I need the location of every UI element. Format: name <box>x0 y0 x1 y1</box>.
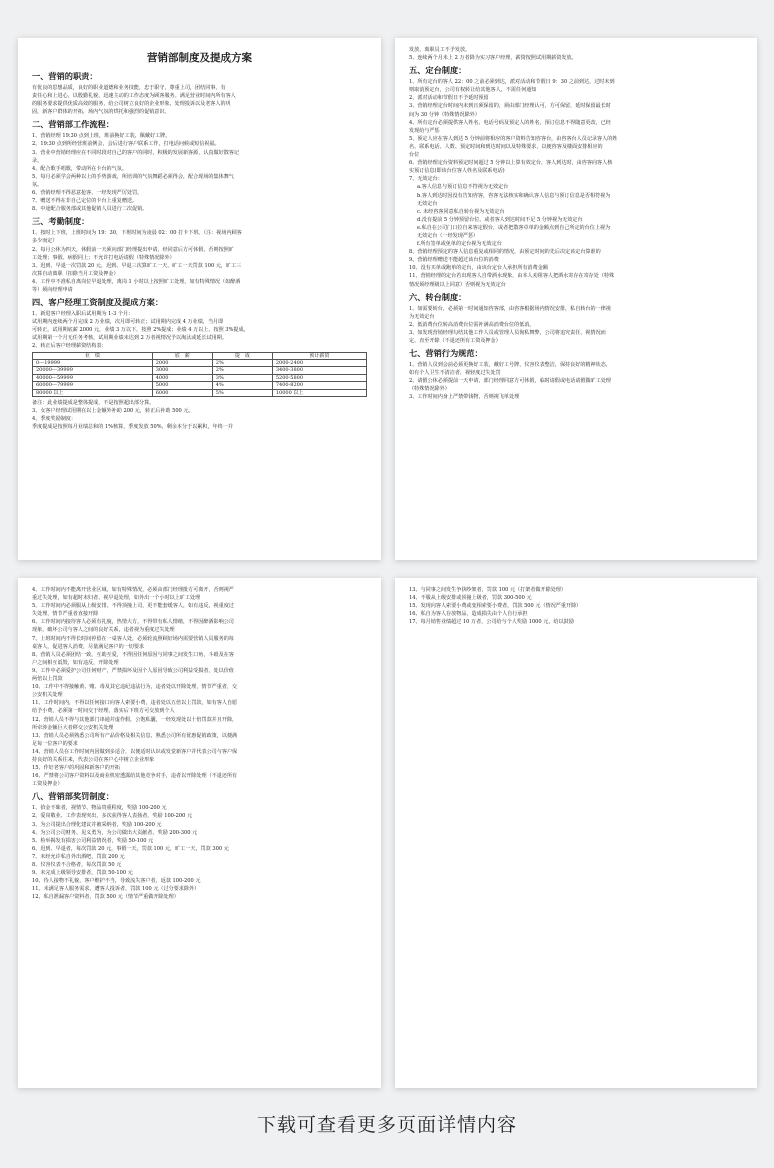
table-header-cell: 底 薪 <box>152 352 212 359</box>
page-4-content <box>409 586 743 626</box>
text-line: 13、营销人员必须熟悉公司所有产品价格及相关信息，熟悉公司所有优惠促销政策，以便满 <box>32 732 238 739</box>
text-line: 情况须经理级以上同意）否则视为无效定台 <box>409 281 506 288</box>
table-cell: 3% <box>212 374 272 381</box>
text-line: 16、私自为客人存放物品，造成损失由个人自行承担 <box>409 611 528 618</box>
text-line: 季度提成是按照每月业绩总和的 1%核算，季度发放 50%，剩余本分于以累积，年终一并 <box>32 424 233 431</box>
text-line: 多少而定） <box>32 238 58 245</box>
text-line: 2、每月公休为四天，休假前一天须向部门经理提出申请，经同意后方可休假，否则按照旷 <box>32 246 234 253</box>
text-line: 8、仪容仪表不合格者，每次罚款 50 元 <box>32 862 122 868</box>
text-line: 4、工作时间内不能离开营业区域，如有特殊情况，必须由部门经理批方可离开，否则视严 <box>32 587 234 593</box>
text-line: 3、工作时间内身上严禁带钱物，否则视飞单处理 <box>409 394 520 401</box>
table-row <box>33 382 367 389</box>
table-header-cell: 业 绩 <box>33 352 153 359</box>
text-line: 足每一位客户的要求 <box>32 740 78 747</box>
table-cell: 4000 <box>152 374 212 381</box>
text-line: c. 未经咨客同意私自转台视为无效定台 <box>417 208 505 215</box>
text-line: 4、季度奖励制度： <box>32 416 76 423</box>
text-line: 12、营销人员不得与其他部门串通并虚作假，公饱私囊，一经发现处以十倍罚款并且开除， <box>32 716 238 723</box>
page-1-content-b <box>32 399 367 431</box>
text-line: 3、为公司提出合理化建议并被采纳者，奖励 100-200 元 <box>32 821 162 828</box>
text-line: 如有个人卫生不清洁者，视轻度过失处罚 <box>409 370 501 377</box>
document-page-2 <box>395 38 757 560</box>
text-line: 16、严禁将公司客户资料以及商业机密透露给其他竞争对手，违者以开除处理（不退还所有 <box>32 773 238 780</box>
table-row <box>33 389 367 396</box>
text-line: 15、发现向客人索要小费或变相索要小费者，罚款 500 元（情况严重开除） <box>409 603 582 610</box>
text-line: 5、检举揭发有损害公司利益情况者，奖励 50-100 元 <box>32 837 154 844</box>
table-body <box>33 359 367 396</box>
table-row <box>33 359 367 366</box>
text-line: 9、工作中必须爱护公司任何财产，严禁损坏及因个人原因导致公司利益受损者，处以价值 <box>32 667 234 674</box>
text-line: 8、营销人员必须团结一致，互助互爱，不得因任何原因与同事之间发生口角，斗殴及在客 <box>32 651 234 658</box>
table-cell: 2% <box>212 359 272 366</box>
text-line: 10、工作中不得接触黄、赌、毒及其它违纪违法行为，违者处以开除处理，情节严重者，交 <box>32 684 238 691</box>
table-row <box>33 374 367 381</box>
text-line: 有优良的思想品质，良好的职业道德和业务技能，忠于职守，尊重上司，团结同事，有 <box>32 85 226 91</box>
text-line: d.没有提前 5 分钟预留台位，或者客人到达时间不足 5 分钟视为无效定台 <box>417 216 583 223</box>
text-line: 桌客人，促进客人消费，尽量满足客户的一切要求 <box>32 643 145 650</box>
text-line: 3、迟到、早退一次罚款 20 元，迟到、早退三次算旷工一天，旷工一天罚款 100 元，旷工三 <box>32 262 242 269</box>
text-line: 的服务要求提供优质高效的服务，给公司树立良好的企业形象，处理投诉以及老客人的巩 <box>32 101 231 108</box>
table-header-cell: 预计薪资 <box>272 352 366 359</box>
section-heading: 一、营销的职责： <box>32 71 98 81</box>
section-heading: 三、考勤制度： <box>32 216 90 227</box>
text-line: 6、营销经理不得恶意抢客，一经发现严厉处罚。 <box>32 190 143 197</box>
text-line: 5、连续两个月未上 2 万者降为实习客户经理，薪资按照试用期薪资发放。 <box>409 55 577 62</box>
text-line: 10、待人接物不礼貌，客户维护不当，导致流失客户者，返款 100-200 元 <box>32 878 201 885</box>
table-cell: 80000 以上 <box>33 389 153 396</box>
text-line: 工处理；事假、病假同上；不允许打电话请假（特殊情况除外） <box>32 254 175 261</box>
text-line: 7、未经允许私自外出酒吧，罚款 200 元 <box>32 853 125 860</box>
text-line: 17、每月销售业绩超过 10 万者，公司给与个人奖励 1000 元，给以鼓励 <box>409 619 574 626</box>
text-line: 2、爱岗敬业、工作表现突出，多次获得客人表扬者，奖励 100-200 元 <box>32 813 193 820</box>
text-line: 工资及押金） <box>32 781 63 788</box>
text-line: 台位 <box>409 152 420 159</box>
text-line: 失处理，情节严重者直接开除 <box>32 611 99 618</box>
text-line: 14、营销人员在工作时间内因做到多适合，以便适时认识或发觉新客户并代表公司与客户保 <box>32 748 238 755</box>
table-cell: 5000 <box>152 382 212 389</box>
table-cell: 3400-3800 <box>272 367 366 374</box>
text-line: 间为 30 分钟（特殊情况除外） <box>409 111 480 118</box>
text-line: 1、营销经理 19:30 点到上班，班前换好工装、佩戴好工牌。 <box>32 133 171 140</box>
text-line: 所牵涉金额巨大者移交公安机关处理 <box>32 724 114 731</box>
text-line: 给予小费，必须第一时间交于经理，落实后下班方可交放到个人 <box>32 708 175 715</box>
salary-structure-table <box>32 352 367 397</box>
text-line: 为无效定台 <box>409 313 435 320</box>
text-line: e.私自在公司门口拉自来客定假台，或者把散客卓单的金额点到自己所定的台位上视为 <box>417 224 611 231</box>
text-line: 氛。 <box>32 181 43 188</box>
text-line: 4、配合歌手唱歌，带动所在卡台的气氛。 <box>32 165 127 172</box>
text-line: 9、营销经理赠送不能超过该台位的消费 <box>409 257 499 264</box>
text-line: 1、营销人员到会前必须更换好工装，戴好工号牌，仪容仪表整洁，保持良好的精神状态， <box>409 362 611 369</box>
text-line: 名、联系电话、人数、预定时间和到达时间以及特殊要求，以便咨客及楼面安排相应的 <box>409 143 603 150</box>
text-line: 可转正。试用期底薪 2000 元，业绩 3 万以下，按照 2%提成；业绩 4 万以上，按照 3%提成。 <box>32 327 249 334</box>
text-line: 固，新客户群体的开拓，场内气氛的烘托和强烈的促销意识。 <box>32 109 170 116</box>
table-cell: 10000 以上 <box>272 389 366 396</box>
text-line: 3、营销经理定台时间内未到且须保留的，须由部门经理认可，方可保留，延时保留最长时 <box>409 103 611 110</box>
text-line: 两倍以上罚款 <box>32 676 63 683</box>
text-line: 持良好的关系往来，代表公司在客户心中树立企业形象 <box>32 756 155 763</box>
text-line: 14、不服从上级安排或顶撞上级者，罚款 300-500 元 <box>409 595 532 602</box>
text-line: 6、迟到、早退者，每次罚款 20 元，事假一天，罚款 100 元，旷工一天，罚款 300 元 <box>32 845 229 852</box>
text-line: 2、19:30 点到所经营班前例会，会后进行客户联系工作，打电话问候或短信祝福。 <box>32 141 220 148</box>
table-cell: 7400-8200 <box>272 382 366 389</box>
text-line: 11、工作时间内，不得以任何接口向客人索要小费，违者处以五倍以上罚款，如有客人自愿 <box>32 700 238 707</box>
text-line: 7、上班时间内不得长时间停留在一桌客人处，必须轮流照顾好场内需要营销人员服务的每 <box>32 635 234 642</box>
text-line: 9、未完成上级领导安排者，罚款 50-100 元 <box>32 870 133 877</box>
text-line: 定，直至开除（不退还所有工资及押金） <box>409 338 501 344</box>
section-heading: 二、营销部工作流程： <box>32 119 114 130</box>
table-row <box>33 367 367 374</box>
table-cell: 40000---59999 <box>33 374 153 381</box>
text-line: f.所有签单或免单的定台视为无效定台 <box>417 241 502 248</box>
section-heading: 四、客户经理工资制度及提成方案： <box>32 297 164 308</box>
text-line: 3、营业中营销经理应在不同时段对自己的客户的同时，积极的发展新客源，认真做好散客记 <box>32 149 239 156</box>
text-line: 公安机关处理 <box>32 692 63 699</box>
text-line: 等）须向经理申请 <box>32 286 73 293</box>
table-cell: 3000 <box>152 367 212 374</box>
text-line: 无效定台（一经发现严惩） <box>417 232 479 239</box>
table-cell: 20000---39999 <box>33 367 153 374</box>
page-1-content-a <box>32 71 367 351</box>
text-line: 5、每月必须学会两种以上的手势游戏，所培训的气氛舞蹈必须得会，配合现场的集体舞气 <box>32 173 234 180</box>
text-line: 1、如需要转台，必须第一时间通知咨客部，由咨客根据场内情况安排，私自转台的一律视 <box>409 305 611 312</box>
document-title: 营销部制度及提成方案 <box>147 52 252 64</box>
text-line: 发放，离职员工不予发放。 <box>409 47 471 53</box>
text-line: 2、请假公休必须提前一天申请，部门经理同意方可休假，临时请假或电话请假做旷工处理 <box>409 378 611 385</box>
text-line: 8、中途配合服务部或其他促销人员进行二次促销。 <box>32 206 148 213</box>
table-header-cell: 提 成 <box>212 352 272 359</box>
table-cell: 0---19999 <box>33 359 153 366</box>
text-line: 重过失处理，如有超时未归者，视早退处理，如外出一个小时以上旷工处理 <box>32 595 201 602</box>
text-line: 试用期第一个月无任务考核，试用期业绩未达到 2 万者视情况予以淘汰或延长试用期。 <box>32 335 227 342</box>
text-line: 备注：此业绩提成是整体提成，不是按照超出部分算。 <box>32 399 155 406</box>
text-line: 1、拾金不昧者，视情节、物品贵重程度，奖励 100-200 元 <box>32 805 167 812</box>
text-line: 13、与同事之间发生争执吵架者，罚款 100 元（打架者做开除处理） <box>409 587 566 593</box>
text-line: 发现给与严惩 <box>409 127 440 134</box>
page-2-content <box>409 46 743 402</box>
text-line: 5、预定人应在客人到达 5 分钟前将相应的客户资料告知咨客台，由咨客台人员记录客人的姓 <box>409 135 618 142</box>
text-line: 3、如发现营销经理勾结其他工作人员或管理人员徇私舞弊，公司将追究责任，视情况而 <box>409 329 606 336</box>
section-heading: 七、营销行为规范： <box>409 348 483 359</box>
text-line: 7、赠送不得在非自己定位的卡台上重复赠送。 <box>32 198 138 205</box>
text-line: 1、新进客户经理入职后试用期为 1-3 个月： <box>32 311 134 318</box>
table-cell: 2% <box>212 367 272 374</box>
text-line: 4、为公司公司财务、见义勇为，为公司做出大贡献者，奖励 200-300 元 <box>32 829 198 836</box>
text-line: 责任心和上进心，以殷勤礼貌，迅速主动的工作态度为顾客服务。满足营业时间内所有客人 <box>32 93 236 100</box>
text-line: 次算自动离职（扣除当月工资及押金） <box>32 270 119 277</box>
text-line: 4、所有定台必须提供客人姓名、电话号码及预定人的姓名，预订信息不得随意更改，已经 <box>409 119 611 126</box>
text-line: 无效定台 <box>417 200 438 207</box>
text-line: 11、营销经理的定台若出现客人自带酒水现象，由本人劝阻客人把酒水寄存在寄存处（特殊 <box>409 273 615 280</box>
text-line: 6、营销经理定台资料预定时间超过 5 分钟以上算有效定台，客人到达时，由咨客向客人核 <box>409 160 613 167</box>
text-line: 实预订信息(即该台位客人姓名及联系电话) <box>409 168 505 175</box>
table-cell: 2000-2400 <box>272 359 366 366</box>
text-line: 录。 <box>32 157 43 164</box>
text-line: 11、未满足客人服务需求，遭客人投诉者，罚款 100 元（过分要求除外） <box>32 886 200 893</box>
document-page-4 <box>395 578 757 1088</box>
text-line: 2、低消费台位转高消费台位需补满高消费台位的低消。 <box>409 321 535 328</box>
text-line: 8、营销经理预定的客人信息重复或相同的情况，由预定时间的先后决定该定台算谁的 <box>409 249 601 256</box>
download-more-link[interactable]: 下载可查看更多页面详情内容 <box>256 1114 517 1136</box>
table-cell: 6000 <box>152 389 212 396</box>
section-heading: 五、定台制度： <box>409 65 467 76</box>
page-3-content <box>32 586 367 901</box>
table-cell: 2000 <box>152 359 212 366</box>
text-line: 2、转正后客户经理薪资结构表： <box>32 343 107 350</box>
text-line: 4、工作中不准私自离岗位早退处理，离岗 1 小时以上按照旷工处理，如有特殊情况（如醉酒 <box>32 278 241 285</box>
text-line: 12、私自泄漏客户资料者，罚款 500 元（情节严重做开除处理） <box>32 894 179 901</box>
text-line: （特殊情况除外） <box>409 386 450 393</box>
text-line: 1、按时上下班，上班时间为 19：30，下班时间为凌晨 02：00 打卡下班。（注：视场内顾客 <box>32 230 242 237</box>
text-line: 15、作好老客户的巩固和新客户的开拓 <box>32 765 120 772</box>
text-line: 2、派对活动和节假日不予延时预留 <box>409 95 489 102</box>
text-line: 1、所有定台的客人 22：00 之前必须到达，派对活动和节假日 9：30 之前到达，过时未到 <box>409 79 615 86</box>
document-page-3 <box>18 578 381 1088</box>
text-line: 3、女客户经理试用期在以上金额外补助 200 元，转正后补助 500 元。 <box>32 408 194 415</box>
document-page-1 <box>18 38 381 560</box>
text-line: 试用期内连续两个月完成 2 万业绩，次月即可转正；试用期内完成 4 万业绩，当月即 <box>32 319 224 326</box>
text-line: 10、没有买单或跑单的定台，由该台定台人承担所有消费金额 <box>409 265 548 272</box>
section-heading: 六、转台制度： <box>409 291 467 302</box>
text-line: a.客人信息与预订信息不符视为无效定台 <box>417 184 509 191</box>
table-header-row <box>33 352 367 359</box>
text-line: 则取消预定台，公司有权转让给其他客人，不需任何通知 <box>409 87 537 94</box>
table-cell: 60000---79999 <box>33 382 153 389</box>
table-cell: 5200-5800 <box>272 374 366 381</box>
text-line: 6、工作时间内接待客人必须有礼貌，热情大方，不得带有私人情绪，不得因醉酒影响公司 <box>32 619 234 626</box>
text-line: 5、工作时间内必须服从上级安排，不得顶撞上司，更不能套缓客人，如有违反，视重度过 <box>32 603 234 610</box>
text-line: 户之间相互诋毁，如有违反，开除处理 <box>32 659 119 666</box>
text-line: 7、无效定台： <box>409 176 443 183</box>
text-line: b.客人到达时因没有告知咨客，咨客无法核实和确认客人信息与预订信息是否相符视为 <box>417 192 611 199</box>
text-line: 现象，破坏公司与客人之间的良好关系，违者视为重度过失处理 <box>32 627 175 634</box>
section-heading: 八、营销部奖罚制度： <box>32 791 114 802</box>
table-cell: 5% <box>212 389 272 396</box>
table-cell: 4% <box>212 382 272 389</box>
